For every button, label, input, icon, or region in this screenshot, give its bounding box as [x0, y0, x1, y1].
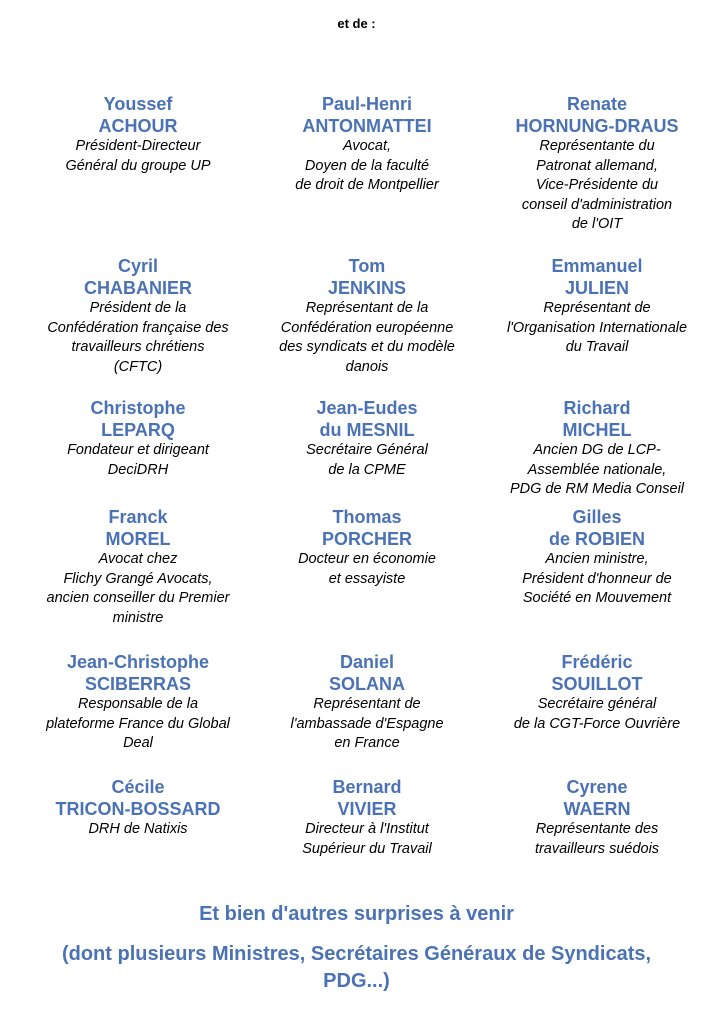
- person-first-name: Tom: [348, 256, 386, 276]
- person-first-name: Frédéric: [561, 652, 633, 672]
- person-last-name: HORNUNG-DRAUS: [515, 116, 679, 136]
- person-card: [249, 397, 485, 480]
- person-role: Avocat chez Flichy Grangé Avocats, ancien conseiller du Premier ministre: [46, 551, 230, 626]
- person-first-name: Jean-Eudes: [316, 398, 418, 418]
- person-card: [479, 255, 713, 358]
- person-role: Représentant de la Confédération européenne des syndicats et du modèle danois: [279, 300, 455, 375]
- person-first-name: Renate: [566, 94, 628, 114]
- person-card: [249, 506, 485, 589]
- person-first-name: Bernard: [332, 777, 402, 797]
- person-role: Ancien DG de LCP- Assemblée nationale, PDG de RM Media Conseil: [509, 442, 685, 497]
- person-last-name: JENKINS: [327, 278, 407, 298]
- person-role: Représentant de l'Organisation Internationale du Travail: [506, 300, 688, 355]
- person-role: Directeur à l'Institut Supérieur du Travail: [302, 821, 432, 857]
- person-role: Avocat, Doyen de la faculté de droit de Montpellier: [295, 138, 439, 193]
- person-first-name: Cyrene: [566, 777, 628, 797]
- person-card: [249, 776, 485, 859]
- person-last-name: SOLANA: [329, 674, 405, 694]
- person-last-name: PORCHER: [321, 529, 412, 549]
- header-text: et de :: [337, 16, 376, 31]
- person-card: [479, 397, 713, 500]
- person-card: [20, 93, 256, 176]
- person-card: [20, 776, 256, 840]
- person-card: [479, 651, 713, 734]
- person-last-name: du MESNIL: [319, 420, 415, 440]
- person-first-name: Christophe: [90, 398, 186, 418]
- person-last-name: ACHOUR: [98, 116, 178, 136]
- person-first-name: Franck: [108, 507, 168, 527]
- person-card: [20, 255, 256, 377]
- person-card: [479, 93, 713, 235]
- person-first-name: Youssef: [103, 94, 173, 114]
- person-first-name: Paul-Henri: [321, 94, 413, 114]
- person-last-name: de ROBIEN: [548, 529, 645, 549]
- person-last-name: SOUILLOT: [551, 674, 643, 694]
- person-role: Secrétaire Général de la CPME: [306, 442, 428, 478]
- person-card: [479, 776, 713, 859]
- person-last-name: CHABANIER: [84, 278, 192, 298]
- person-last-name: TRICON-BOSSARD: [55, 799, 221, 819]
- person-first-name: Jean-Christophe: [66, 652, 210, 672]
- person-role: Président de la Confédération française des travailleurs chrétiens (CFTC): [47, 300, 229, 375]
- person-card: [249, 651, 485, 754]
- person-role: Docteur en économie et essayiste: [298, 551, 436, 587]
- person-last-name: ANTONMATTEI: [302, 116, 432, 136]
- person-role: Président-Directeur Général du groupe UP: [65, 138, 211, 174]
- person-first-name: Emmanuel: [551, 256, 643, 276]
- person-last-name: MOREL: [105, 529, 171, 549]
- person-card: [249, 93, 485, 196]
- person-first-name: Thomas: [332, 507, 402, 527]
- person-role: Ancien ministre, Président d'honneur de Société en Mouvement: [522, 551, 672, 606]
- person-first-name: Richard: [563, 398, 631, 418]
- person-last-name: LEPARQ: [101, 420, 175, 440]
- person-role: Secrétaire général de la CGT-Force Ouvrière: [513, 696, 681, 732]
- person-last-name: JULIEN: [564, 278, 629, 298]
- person-card: [20, 506, 256, 628]
- person-role: Représentante des travailleurs suédois: [534, 821, 660, 857]
- person-card: [479, 506, 713, 609]
- footer-main: Et bien d'autres surprises à venir: [199, 903, 514, 925]
- person-role: Représentante du Patronat allemand, Vice-Présidente du conseil d'administration de l'OIT: [521, 138, 673, 232]
- person-first-name: Cyril: [117, 256, 159, 276]
- person-role: Fondateur et dirigeant DeciDRH: [67, 442, 209, 478]
- person-role: Responsable de la plateforme France du Global Deal: [46, 696, 230, 751]
- person-first-name: Gilles: [572, 507, 622, 527]
- person-card: [20, 397, 256, 480]
- footer-note: (dont plusieurs Ministres, Secrétaires Généraux de Syndicats, PDG...): [61, 943, 652, 992]
- person-last-name: MICHEL: [562, 420, 632, 440]
- person-card: [20, 651, 256, 754]
- person-card: [249, 255, 485, 377]
- person-last-name: SCIBERRAS: [84, 674, 191, 694]
- person-role: Représentant de l'ambassade d'Espagne en France: [290, 696, 444, 751]
- person-last-name: VIVIER: [337, 799, 397, 819]
- person-role: DRH de Natixis: [88, 821, 188, 837]
- person-last-name: WAERN: [563, 799, 631, 819]
- person-first-name: Cécile: [111, 777, 165, 797]
- person-first-name: Daniel: [339, 652, 395, 672]
